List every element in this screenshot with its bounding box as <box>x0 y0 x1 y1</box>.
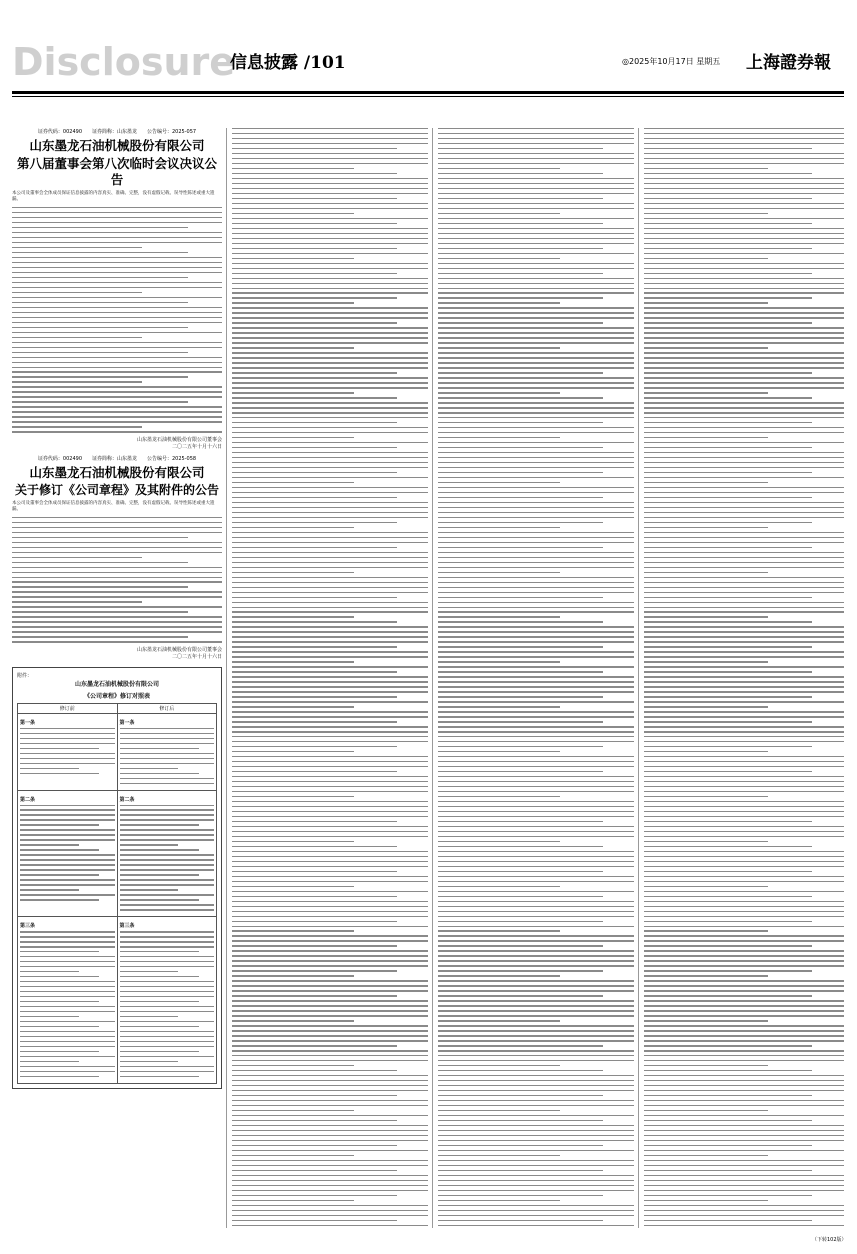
table-cell: 第一条 <box>117 713 217 790</box>
table-cell: 第二条 <box>117 790 217 917</box>
column-table-continued <box>644 128 844 1228</box>
signoff-company: 山东墨龙石油机械股份有限公司董事会 <box>136 436 222 443</box>
announcement-body-text <box>12 207 222 433</box>
column-table-continued <box>438 128 634 1228</box>
column-divider <box>638 128 639 1228</box>
column-divider <box>226 128 227 1228</box>
announcement-company: 山东墨龙石油机械股份有限公司 <box>29 464 205 480</box>
table-cell: 第三条 <box>18 917 118 1084</box>
table-continued-text <box>644 128 844 1228</box>
attachment-label: 附件： <box>17 672 33 679</box>
column-divider <box>432 128 433 1228</box>
section-title: 信息披露 /101 <box>230 53 346 73</box>
announcement-statement: 本公司及董事会全体成员保证信息披露的内容真实、准确、完整，没有虚假记载、误导性陈述或重大遗漏。 <box>12 500 215 512</box>
announcement-code-line: 证券代码：002490 证券简称：山东墨龙 公告编号：2025-057 <box>37 129 197 135</box>
announcement-articles-amendment <box>12 455 222 661</box>
table-continued-text <box>232 128 428 1228</box>
comparison-table <box>12 667 222 1089</box>
announcement-company: 山东墨龙石油机械股份有限公司 <box>29 138 205 153</box>
announcement-title: 关于修订《公司章程》及其附件的公告 <box>14 482 219 497</box>
announcement-code-line: 证券代码：002490 证券简称：山东墨龙 公告编号：2025-058 <box>37 455 197 462</box>
table-continued-text <box>438 128 634 1228</box>
table-cell: 第一条 <box>18 713 118 790</box>
continued-note: （下转102版） <box>812 1237 847 1243</box>
masthead-rule <box>12 91 844 94</box>
column-table-continued <box>232 128 428 1228</box>
table-cell: 第二条 <box>18 790 118 917</box>
masthead <box>0 0 857 92</box>
brand-wordmark: Disclosure <box>12 40 236 84</box>
signoff-company: 山东墨龙石油机械股份有限公司董事会 <box>136 646 222 653</box>
masthead-rule-thin <box>12 96 844 97</box>
announcement-board-resolution <box>12 128 222 451</box>
column-announcements <box>12 128 222 1228</box>
announcement-body-text <box>12 517 222 643</box>
comparison-subheading: 《公司章程》修订对照表 <box>83 692 150 700</box>
column-header-after: 修订后 <box>117 703 217 713</box>
signoff-date: 二〇二五年十月十六日 <box>171 653 222 660</box>
newspaper-name: 上海證券報 <box>746 53 831 73</box>
table-cell: 第三条 <box>117 917 217 1084</box>
comparison-heading: 山东墨龙石油机械股份有限公司 <box>74 680 159 688</box>
signoff-date: 二〇二五年十月十六日 <box>171 443 222 450</box>
announcement-statement: 本公司及董事会全体成员保证信息披露的内容真实、准确、完整，没有虚假记载、误导性陈述或重大遗漏。 <box>12 191 215 202</box>
issue-date: ◎2025年10月17日 星期五 <box>622 57 721 66</box>
comparison-grid <box>17 703 217 1084</box>
announcement-title: 第八届董事会第八次临时会议决议公告 <box>16 156 217 187</box>
disclosure-content <box>12 128 844 1228</box>
column-header-before: 修订前 <box>18 703 118 713</box>
